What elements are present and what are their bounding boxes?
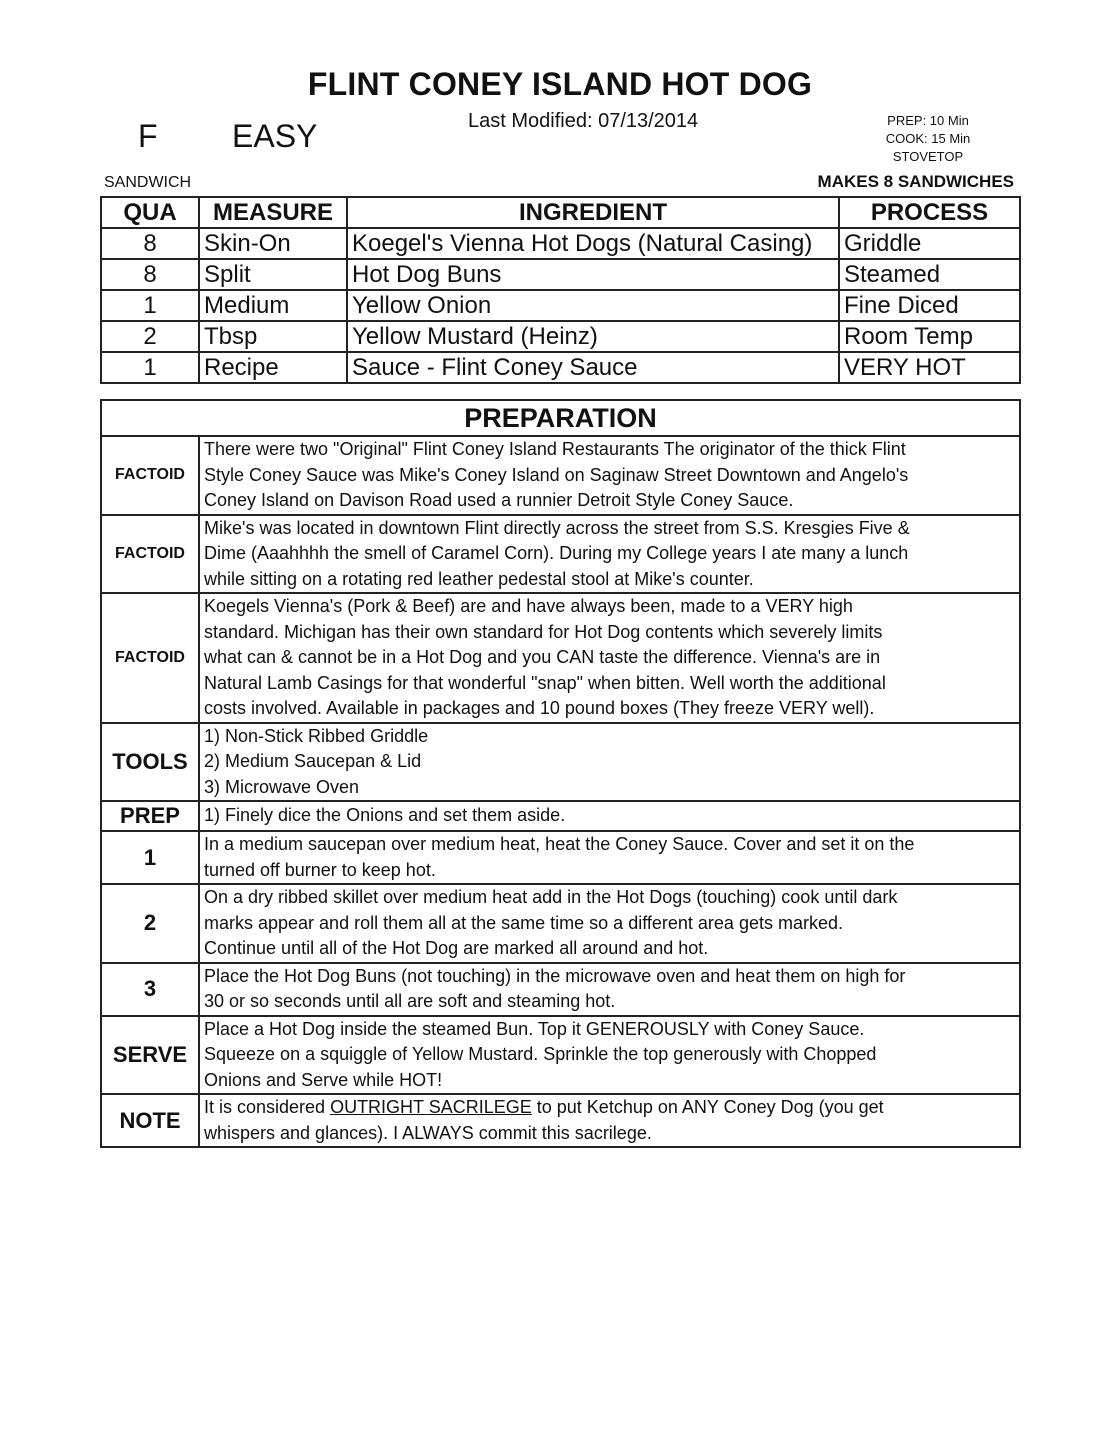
text-line: Continue until all of the Hot Dog are marked all around and hot. [204,938,709,958]
ingredient-measure: Medium [199,290,347,321]
preparation-row [101,593,1020,723]
note-line: whispers and glances). I ALWAYS commit this sacrilege. [204,1122,652,1143]
text-line: Squeeze on a squiggle of Yellow Mustard. Sprinkle the top generously with Chopped [204,1044,877,1064]
row-label: NOTE [101,1094,199,1147]
text-line: what can & cannot be in a Hot Dog and you CAN taste the difference. Vienna's are in [204,647,881,667]
recipe-grade: F [138,118,158,154]
preparation-row [101,1094,1020,1147]
preparation-row [101,1016,1020,1095]
row-label: SERVE [101,1016,199,1095]
recipe-category: SANDWICH [104,174,192,191]
ingredient-measure: Split [199,259,347,290]
preparation-row [101,515,1020,594]
ingredient-process: Griddle [839,228,1020,259]
ingredient-measure: Tbsp [199,321,347,352]
row-label: TOOLS [101,723,199,802]
text-line: 1) Non-Stick Ribbed Griddle [204,725,429,746]
text-line: 3) Microwave Oven [204,776,360,797]
cook-time: COOK: 15 Min [885,131,971,146]
text-line: 1) Finely dice the Onions and set them aside. [204,805,566,826]
ingredient-process: Room Temp [839,321,1020,352]
row-text [199,801,1020,831]
ingredient-row [101,290,1020,321]
ingredient-process: Steamed [839,259,1020,290]
text-line: Place the Hot Dog Buns (not touching) in the microwave oven and heat them on high for [204,965,906,986]
qty-header: QUA [101,197,199,228]
ingredient-row [101,352,1020,383]
ingredient-name: Hot Dog Buns [347,259,839,290]
ingredient-name: Yellow Onion [347,290,839,321]
ingredient-measure: Recipe [199,352,347,383]
text-line: marks appear and roll them all at the same time so a different area gets marked. [204,912,843,933]
text-line: Dime (Aaahhhh the smell of Caramel Corn). During my College years I ate many a lunch [204,543,909,563]
text-line: costs involved. Available in packages and 10 pound boxes (They freeze VERY well). [204,698,875,718]
measure-header: MEASURE [199,197,347,228]
preparation-table [100,399,1021,1148]
text-line: standard. Michigan has their own standard for Hot Dog contents which severely limits [204,621,883,642]
text-line: 30 or so seconds until all are soft and steaming hot. [204,991,616,1011]
text-line: turned off burner to keep hot. [204,859,436,880]
preparation-row [101,436,1020,515]
preparation-heading-row [101,400,1020,436]
note-text [199,1094,1020,1147]
text-line: On a dry ribbed skillet over medium heat add in the Hot Dogs (touching) cook until dark [204,887,898,907]
ingredient-header: INGREDIENT [347,197,839,228]
text-line: Style Coney Sauce was Mike's Coney Island on Saginaw Street Downtown and Angelo's [204,464,909,485]
note-text-before: It is considered [204,1097,331,1117]
yield-label: MAKES 8 SANDWICHES [817,172,1014,191]
ingredient-qty: 1 [101,352,199,383]
row-label: 2 [101,884,199,963]
ingredient-measure: Skin-On [199,228,347,259]
ingredients-header-row [101,197,1020,228]
text-line: In a medium saucepan over medium heat, heat the Coney Sauce. Cover and set it on the [204,834,915,854]
process-header: PROCESS [839,197,1020,228]
ingredient-name: Koegel's Vienna Hot Dogs (Natural Casing) [347,228,839,259]
row-text [199,831,1020,884]
text-line: while sitting on a rotating red leather pedestal stool at Mike's counter. [204,568,754,589]
last-modified-date: Last Modified: 07/13/2014 [468,110,699,132]
text-line: Coney Island on Davison Road used a runnier Detroit Style Coney Sauce. [204,490,794,510]
ingredient-process: Fine Diced [839,290,1020,321]
row-text [199,884,1020,963]
ingredient-qty: 2 [101,321,199,352]
ingredient-row [101,228,1020,259]
row-label: 3 [101,963,199,1016]
preparation-heading: PREPARATION [101,400,1020,436]
ingredient-process: VERY HOT [839,352,1020,383]
note-underlined-text: OUTRIGHT SACRILEGE [330,1097,532,1117]
row-text [199,515,1020,594]
cook-method: STOVETOP [892,149,964,164]
text-line: Koegels Vienna's (Pork & Beef) are and have always been, made to a VERY high [204,596,853,616]
note-text-after: to put Ketchup on ANY Coney Dog (you get [531,1097,884,1117]
text-line: Mike's was located in downtown Flint directly across the street from S.S. Kresgies Five & [204,517,910,538]
text-line: Onions and Serve while HOT! [204,1069,443,1090]
preparation-row [101,801,1020,831]
preparation-row [101,963,1020,1016]
preparation-row [101,723,1020,802]
row-label: PREP [101,801,199,831]
ingredient-qty: 8 [101,228,199,259]
text-line: Place a Hot Dog inside the steamed Bun. Top it GENEROUSLY with Coney Sauce. [204,1018,865,1039]
text-line: Natural Lamb Casings for that wonderful "snap" when bitten. Well worth the additional [204,672,886,693]
prep-time: PREP: 10 Min [887,113,969,128]
row-text [199,593,1020,723]
row-label: 1 [101,831,199,884]
preparation-rows [101,436,1020,1094]
ingredient-qty: 1 [101,290,199,321]
ingredients-table [100,196,1021,384]
row-label: FACTOID [101,593,199,723]
row-text [199,963,1020,1016]
row-text [199,436,1020,515]
text-line: 2) Medium Saucepan & Lid [204,751,422,771]
preparation-row [101,831,1020,884]
ingredient-name: Yellow Mustard (Heinz) [347,321,839,352]
text-line: There were two "Original" Flint Coney Island Restaurants The originator of the thick Flint [204,439,906,459]
time-info [862,112,994,166]
note-line [204,1095,1015,1121]
row-label: FACTOID [101,515,199,594]
ingredient-qty: 8 [101,259,199,290]
row-label: FACTOID [101,436,199,515]
row-text [199,723,1020,802]
difficulty-label: EASY [232,118,318,154]
recipe-title: FLINT CONEY ISLAND HOT DOG [307,66,813,102]
ingredient-name: Sauce - Flint Coney Sauce [347,352,839,383]
row-text [199,1016,1020,1095]
ingredient-row [101,321,1020,352]
ingredient-row [101,259,1020,290]
preparation-row [101,884,1020,963]
